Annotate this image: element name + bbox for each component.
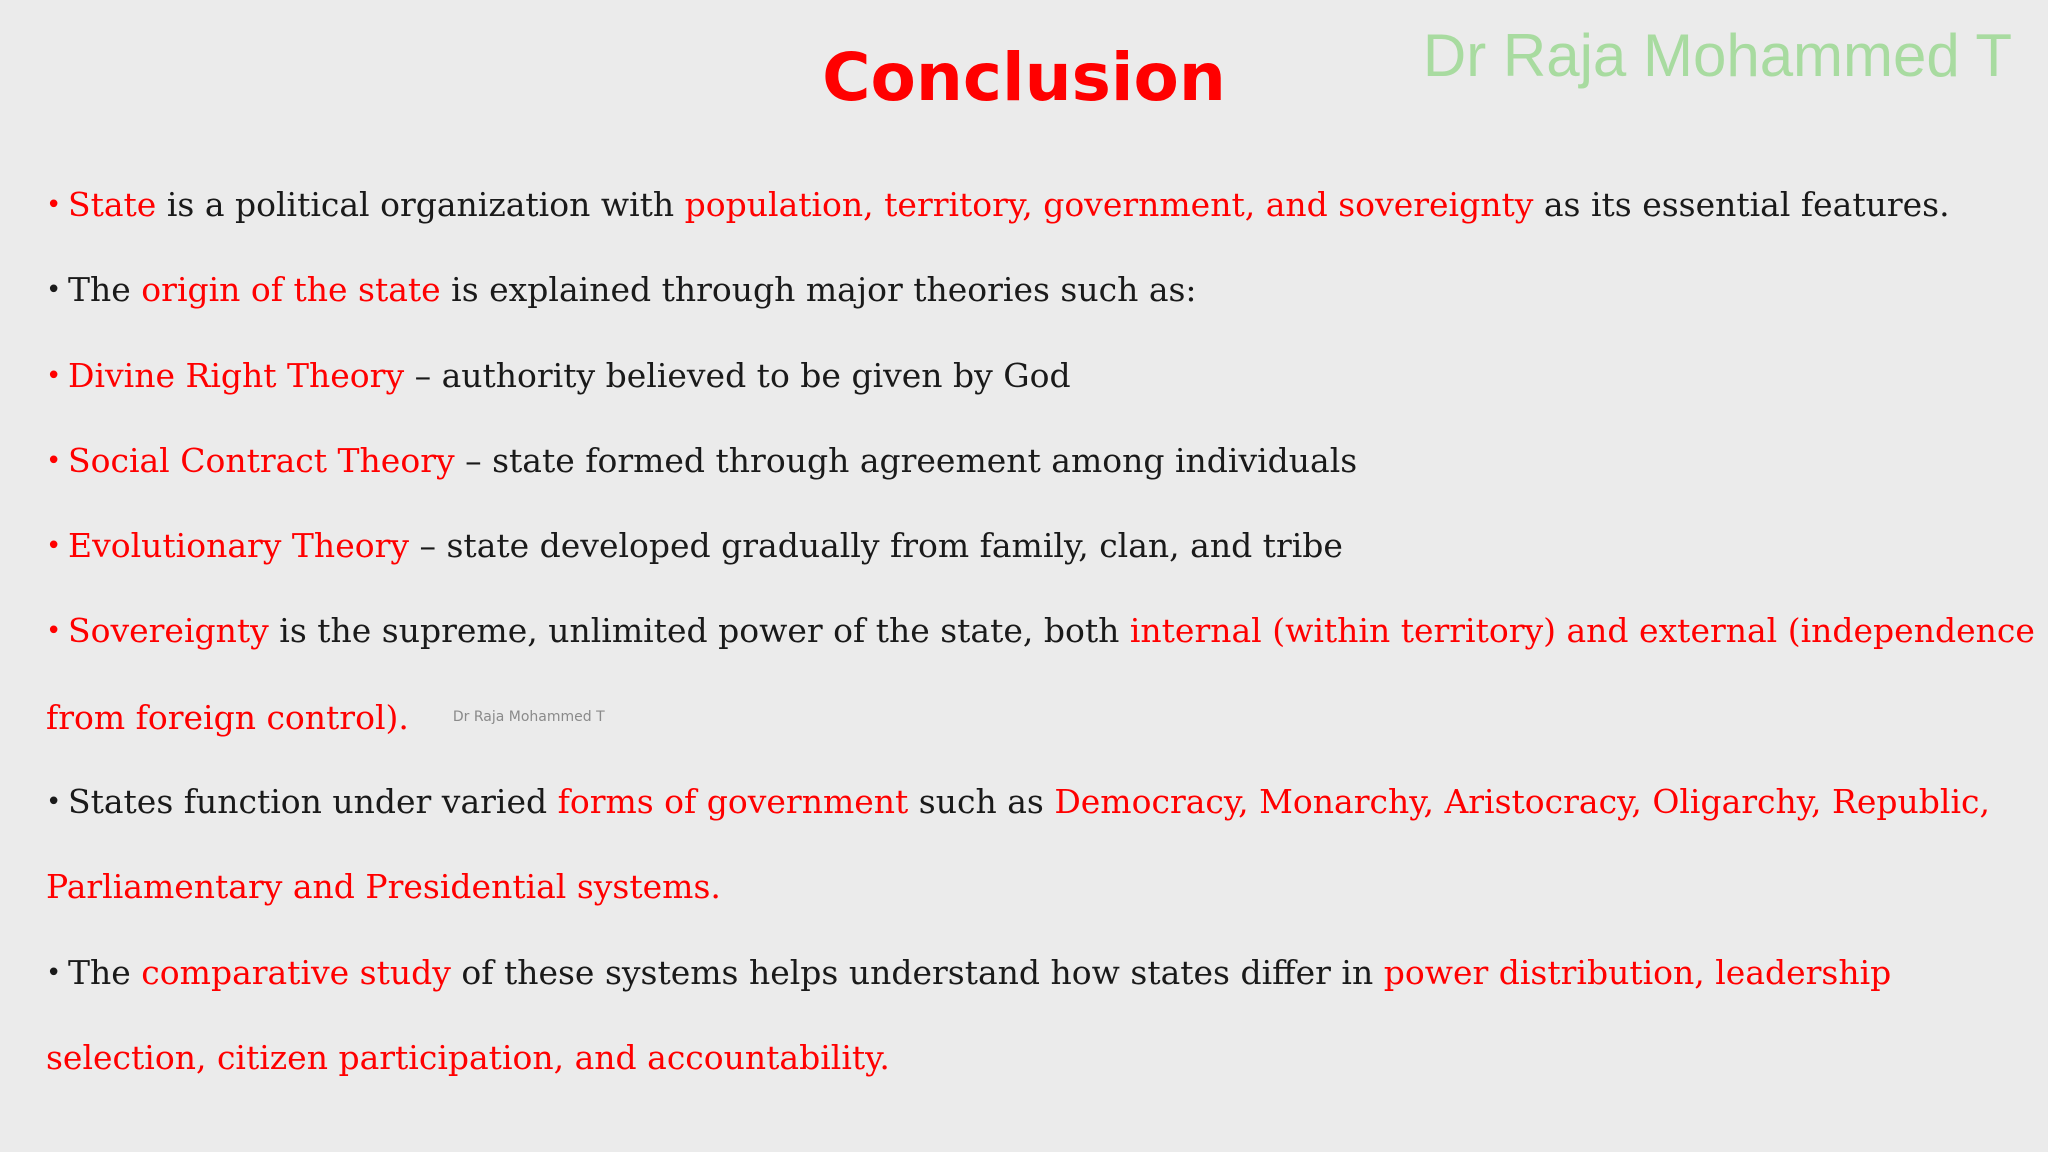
point-state xyxy=(46,175,2021,260)
bullet-icon: • xyxy=(46,445,62,476)
point-highlight: origin of the state xyxy=(141,270,441,310)
point-text: is the supreme, unlimited power of the state, both xyxy=(268,611,1130,651)
slide-title: Conclusion xyxy=(822,39,1226,116)
point-sovereignty xyxy=(46,601,2035,686)
point-highlight: forms of government xyxy=(557,782,909,822)
point-social-contract xyxy=(46,431,2021,516)
bullet-icon: • xyxy=(46,275,62,306)
point-divine-right xyxy=(46,346,2021,431)
point-text: is explained through major theories such as: xyxy=(440,270,1197,310)
point-highlight: internal (within territory) and external (independence xyxy=(1129,611,2035,651)
point-text: such as xyxy=(908,782,1055,822)
point-text: as its essential features. xyxy=(1533,185,1950,224)
point-text: The xyxy=(68,270,142,310)
bullet-icon: • xyxy=(46,360,62,391)
point-highlight: Parliamentary and Presidential systems. xyxy=(46,867,721,907)
author-watermark-small: Dr Raja Mohammed T xyxy=(452,708,605,725)
point-origin xyxy=(46,260,2021,345)
point-keyword: Social Contract Theory xyxy=(68,440,455,480)
point-comparative-study-continued xyxy=(46,1028,2021,1113)
author-watermark: Dr Raja Mohammed T xyxy=(1422,22,2012,89)
point-sovereignty-continued xyxy=(46,687,2021,772)
bullet-icon: • xyxy=(46,787,62,818)
point-highlight: comparative study xyxy=(141,952,451,992)
point-text: – authority believed to be given by God xyxy=(404,355,1071,395)
point-highlight: population, territory, government, and sovereignty xyxy=(684,185,1534,224)
point-highlight: selection, citizen participation, and accountability. xyxy=(46,1037,890,1077)
point-highlight: Democracy, Monarchy, Aristocracy, Oligarchy, Republic, xyxy=(1054,782,1990,822)
point-keyword: State xyxy=(68,185,157,224)
bullet-icon: • xyxy=(46,190,62,220)
point-text: of these systems helps understand how states differ in xyxy=(450,952,1384,992)
point-forms-of-government xyxy=(46,772,2021,857)
bullet-icon: • xyxy=(46,531,62,562)
point-text: – state developed gradually from family, clan, and tribe xyxy=(409,526,1343,566)
conclusion-points xyxy=(46,175,2035,1113)
point-comparative-study xyxy=(46,943,2021,1028)
point-text: – state formed through agreement among individuals xyxy=(454,440,1358,480)
point-text: The xyxy=(68,952,142,992)
point-evolutionary xyxy=(46,516,2021,601)
point-keyword: Evolutionary Theory xyxy=(68,526,410,566)
point-highlight: power distribution, leadership xyxy=(1383,952,1892,992)
bullet-icon: • xyxy=(46,616,62,647)
bullet-icon: • xyxy=(46,957,62,988)
point-keyword: Sovereignty xyxy=(68,611,269,651)
point-keyword: Divine Right Theory xyxy=(68,355,405,395)
point-text: States function under varied xyxy=(68,782,558,822)
point-text: is a political organization with xyxy=(156,185,685,224)
point-highlight: from foreign control). xyxy=(46,697,409,737)
point-forms-of-government-continued xyxy=(46,857,2021,942)
